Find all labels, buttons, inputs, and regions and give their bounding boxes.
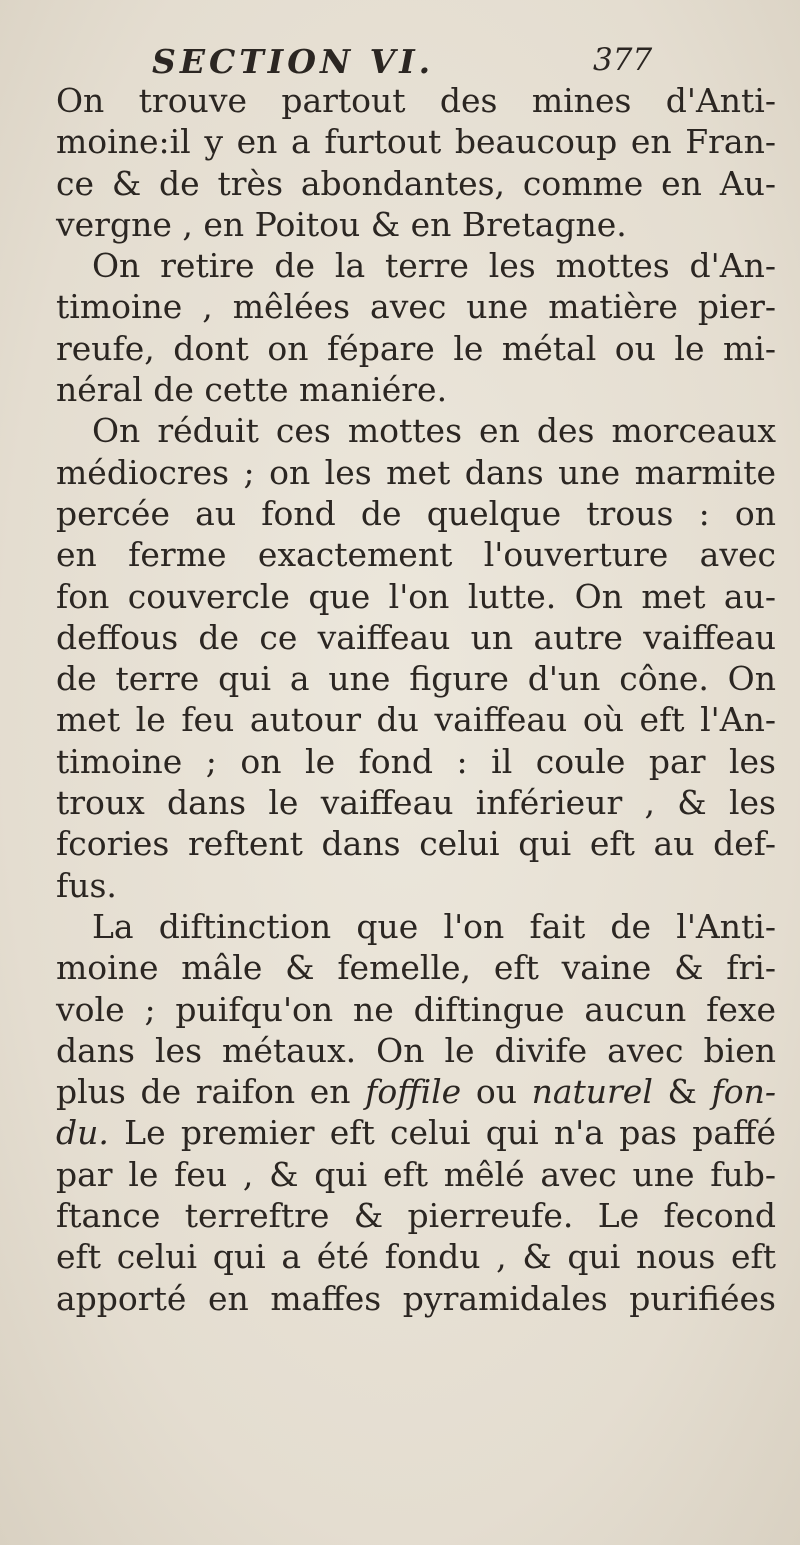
- text-line: par le feu , & qui eft mêlé avec une fub-: [56, 1154, 776, 1194]
- running-head: SECTION VI.: [152, 42, 435, 81]
- text-line: On retire de la terre les mottes d'An-: [92, 246, 776, 286]
- text-line: fus.: [56, 865, 117, 905]
- text-line: vergne , en Poitou & en Bretagne.: [56, 204, 627, 244]
- text-line: plus de raifon en foffile ou naturel & fon-: [56, 1072, 776, 1112]
- text-line: vole ; puifqu'on ne diftingue aucun fexe: [56, 989, 776, 1029]
- text-line: fcories reftent dans celui qui eft au def-: [56, 824, 776, 864]
- text-line: On réduit ces mottes en des morceaux: [92, 411, 776, 451]
- text-line: de terre qui a une figure d'un cône. On: [56, 659, 776, 699]
- text-line: percée au fond de quelque trous : on: [56, 493, 776, 533]
- text-line: fon couvercle que l'on lutte. On met au-: [56, 576, 776, 616]
- text-line: du. Le premier eft celui qui n'a pas paffé: [56, 1113, 776, 1153]
- page-number: 377: [593, 42, 653, 78]
- text-line: timoine ; on le fond : il coule par les: [56, 741, 776, 781]
- text-line: troux dans le vaiffeau inférieur , & les: [56, 783, 776, 823]
- text-line: ce & de très abondantes, comme en Au-: [56, 163, 776, 203]
- text-line: timoine , mêlées avec une matière pier-: [56, 287, 776, 327]
- text-line: néral de cette maniére.: [56, 370, 448, 410]
- text-line: La diftinction que l'on fait de l'Anti-: [92, 906, 776, 946]
- text-line: deffous de ce vaiffeau un autre vaiffeau: [56, 617, 776, 657]
- text-line: On trouve partout des mines d'Anti-: [56, 81, 776, 120]
- text-line: moine:il y en a furtout beaucoup en Fran-: [56, 122, 776, 162]
- text-line: dans les métaux. On le divife avec bien: [56, 1030, 776, 1070]
- text-line: eft celui qui a été fondu , & qui nous eft: [56, 1237, 776, 1277]
- text-line: moine mâle & femelle, eft vaine & fri-: [56, 948, 776, 988]
- text-line: médiocres ; on les met dans une marmite: [56, 452, 776, 492]
- text-line: met le feu autour du vaiffeau où eft l'An-: [56, 700, 776, 740]
- body-text: [56, 80, 776, 1319]
- text-line: en ferme exactement l'ouverture avec: [56, 535, 776, 575]
- text-line: ftance terreftre & pierreufe. Le fecond: [56, 1196, 776, 1236]
- text-line: reufe, dont on fépare le métal ou le mi-: [56, 328, 776, 368]
- text-line: apporté en maffes pyramidales purifiées: [56, 1278, 776, 1318]
